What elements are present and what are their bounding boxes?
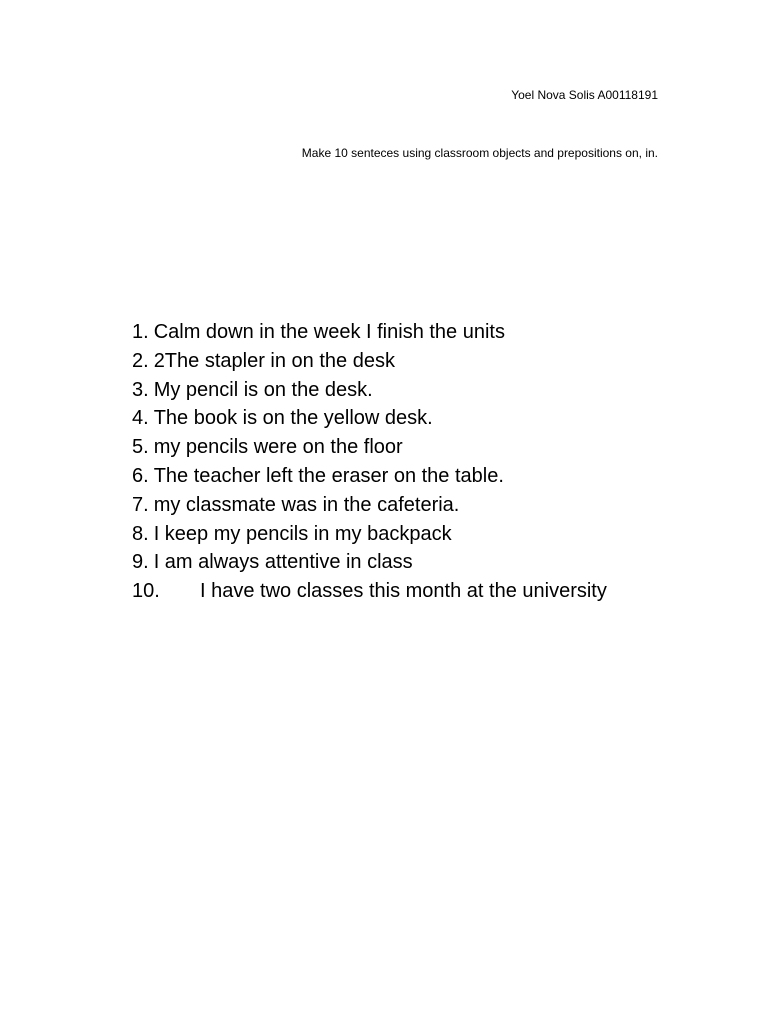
item-number: 3.	[132, 378, 149, 401]
item-number: 8.	[132, 522, 149, 545]
item-text: I keep my pencils in my backpack	[153, 522, 452, 545]
item-text: my pencils were on the floor	[153, 436, 403, 459]
item-number: 7.	[132, 493, 149, 516]
item-number: 6.	[132, 464, 149, 487]
list-item	[132, 404, 607, 433]
item-number: 4.	[132, 407, 149, 430]
list-item	[132, 577, 607, 606]
item-text: The teacher left the eraser on the table.	[153, 464, 504, 487]
list-item	[132, 433, 607, 462]
item-number: 1.	[132, 321, 149, 343]
list-item	[132, 376, 607, 405]
list-item	[132, 462, 607, 491]
sentence-list	[132, 318, 607, 606]
instruction-text: Make 10 senteces using classroom objects and prepositions on, in.	[301, 146, 658, 160]
list-item	[132, 548, 607, 577]
item-text: I am always attentive in class	[153, 551, 413, 574]
item-text: 2The stapler in on the desk	[153, 349, 395, 372]
list-item	[132, 491, 607, 520]
author-line: Yoel Nova Solis A00118191	[511, 88, 658, 102]
item-number: 9.	[132, 551, 149, 574]
list-item	[132, 347, 607, 376]
item-number: 5.	[132, 436, 149, 459]
item-text: My pencil is on the desk.	[153, 378, 373, 401]
item-number: 10.	[132, 580, 160, 603]
item-text: I have two classes this month at the university	[200, 580, 607, 603]
item-number: 2.	[132, 349, 149, 372]
list-item	[132, 318, 607, 347]
item-text: Calm down in the week I finish the units	[153, 321, 505, 343]
item-text: my classmate was in the cafeteria.	[153, 493, 460, 516]
item-text: The book is on the yellow desk.	[153, 407, 433, 430]
list-item	[132, 520, 607, 549]
